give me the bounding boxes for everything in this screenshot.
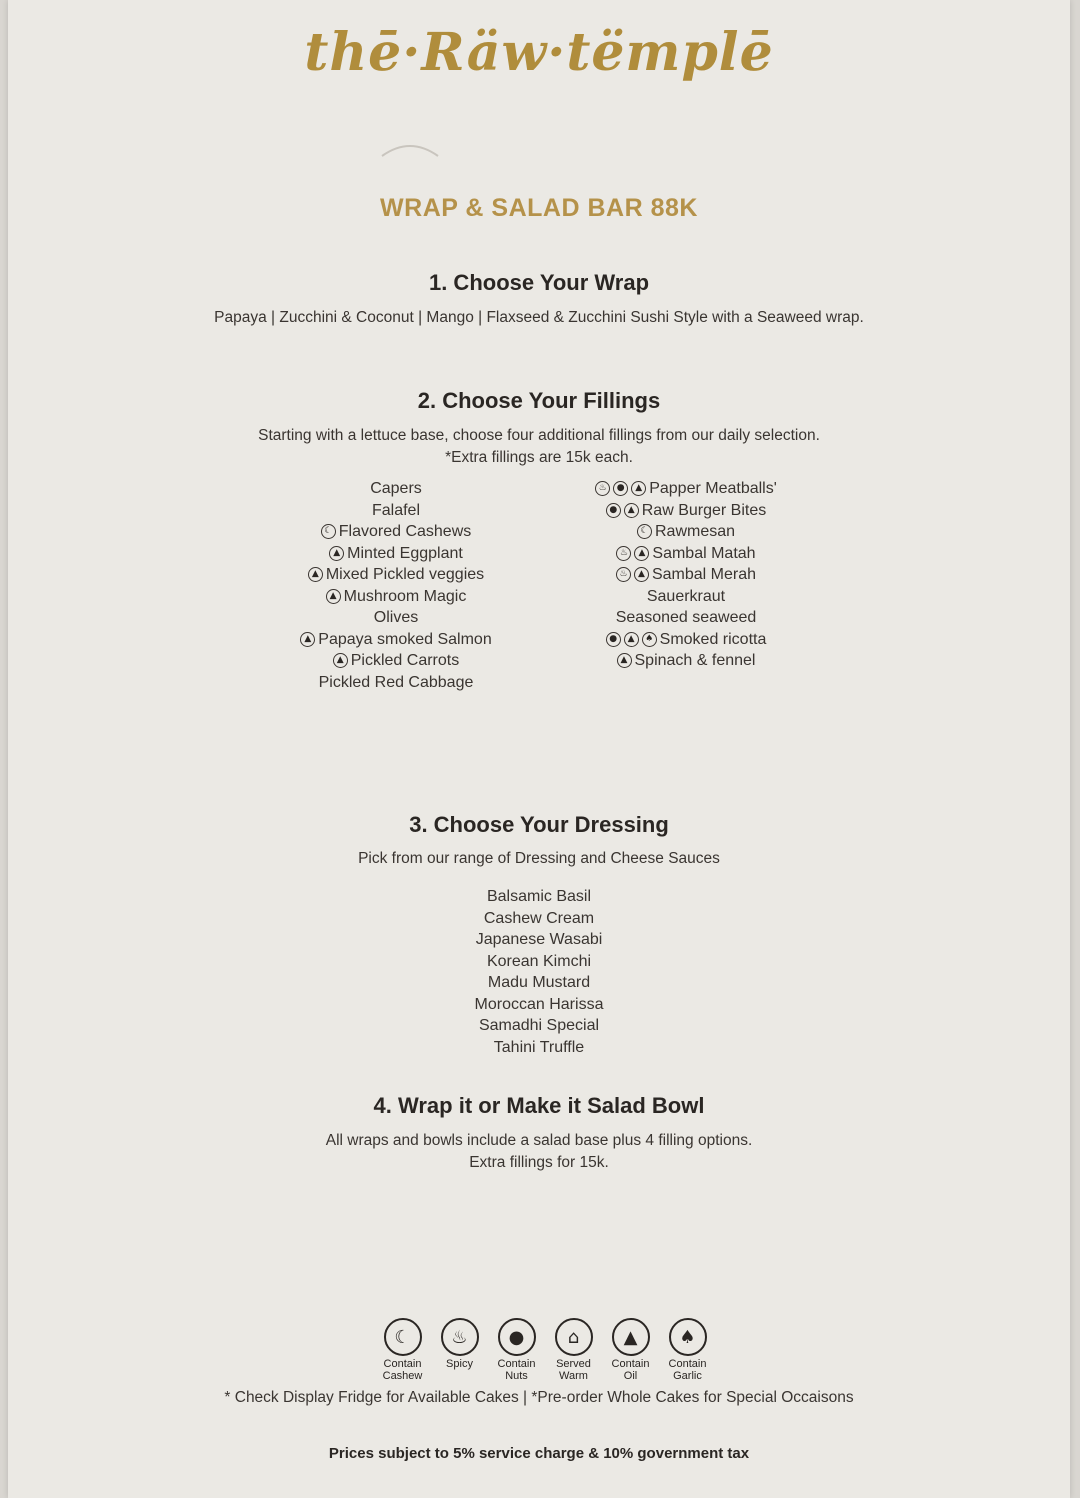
spicy-icon: ♨ [616,546,631,561]
filling-label: Sambal Merah [651,566,757,583]
filling-label: Sambal Matah [652,544,756,562]
cashew-icon: ☾ [384,1318,422,1356]
dressing-item: Cashew Cream [483,909,595,927]
extra-fillings-note: *Extra fillings are 15k each. [445,449,633,466]
legend-item [602,1318,659,1382]
spicy-icon: ♨ [441,1318,479,1356]
legend-item [659,1318,716,1382]
filling-label: Papaya smoked Salmon [318,630,492,648]
filling-item [246,564,546,586]
filling-label: Sauerkraut [646,587,726,605]
nuts-icon: ● [606,503,621,518]
oil-icon: ▲ [634,567,649,582]
nuts-icon: ● [613,481,628,496]
dressing-item: Korean Kimchi [486,952,592,970]
oil-icon: ▲ [631,481,646,496]
filling-label: Raw Burger Bites [641,501,767,519]
menu-page [8,0,1070,1498]
dressing-item: Moroccan Harissa [474,995,604,1013]
oil-icon: ▲ [326,589,341,604]
cashew-icon: ☾ [637,524,652,539]
allergen-legend [374,1318,716,1382]
legend-label: Spicy [446,1358,473,1370]
dressing-instructions: Pick from our range of Dressing and Cheese Sauces [358,850,720,867]
filling-item [536,586,836,608]
legend-item [488,1318,545,1382]
oil-icon: ▲ [624,503,639,518]
legend-label: Contain Oil [611,1358,650,1382]
filling-label: Papper Meatballs' [649,480,777,497]
spicy-icon: ♨ [595,481,610,496]
dressing-item: Madu Mustard [487,974,591,991]
prices-note: Prices subject to 5% service charge & 10% government tax [328,1445,750,1462]
filling-item [536,564,836,586]
garlic-icon: ♠ [642,632,657,647]
filling-label: Flavored Cashews [338,523,472,540]
extra-fillings-price: Extra fillings for 15k. [469,1154,609,1171]
dressing-item: Japanese Wasabi [475,931,603,948]
filling-item [246,586,546,608]
fillings-instructions: Starting with a lettuce base, choose four additional fillings from our daily selection. [258,427,820,444]
warm-icon: ⌂ [555,1318,593,1356]
oil-icon: ▲ [308,567,323,582]
filling-label: Seasoned seaweed [615,609,757,626]
filling-item [246,521,546,543]
wrap-bowl-info: All wraps and bowls include a salad base plus 4 filling options. [325,1132,753,1149]
filling-label: Falafel [371,501,421,519]
legend-item [545,1318,602,1382]
nuts-icon: ● [606,632,621,647]
step1-heading: 1. Choose Your Wrap [428,270,650,295]
legend-item [431,1318,488,1382]
wrap-options: Papaya | Zucchini & Coconut | Mango | Flaxseed & Zucchini Sushi Style with a Seaweed wrap. [214,309,864,326]
legend-label: Contain Nuts [497,1358,536,1382]
filling-label: Mixed Pickled veggies [325,566,485,583]
legend-label: Contain Cashew [382,1358,423,1382]
menu-section-title: WRAP & SALAD BAR 88K [380,194,698,222]
filling-label: Rawmesan [654,523,736,540]
filling-item [246,629,546,651]
oil-icon: ▲ [634,546,649,561]
filling-item [246,500,546,522]
filling-item [246,478,546,500]
fillings-left-column [246,478,546,693]
filling-label: Olives [373,609,419,626]
dressing-item: Samadhi Special [478,1017,600,1034]
filling-item [536,478,836,500]
filling-item [246,650,546,672]
filling-item [536,607,836,629]
filling-item [536,629,836,651]
nuts-icon: ● [498,1318,536,1356]
logo-swash-icon [380,140,440,160]
filling-label: Pickled Carrots [350,652,460,669]
step3-heading: 3. Choose Your Dressing [409,812,669,837]
fillings-right-column [536,478,836,672]
filling-item [536,500,836,522]
oil-icon: ▲ [612,1318,650,1356]
oil-icon: ▲ [333,653,348,668]
legend-label: Contain Garlic [668,1358,707,1382]
spicy-icon: ♨ [616,567,631,582]
filling-label: Smoked ricotta [659,630,767,648]
cashew-icon: ☾ [321,524,336,539]
filling-item [246,607,546,629]
filling-label: Minted Eggplant [347,544,463,562]
filling-item [246,672,546,694]
oil-icon: ▲ [617,653,632,668]
restaurant-logo: thē·Räw·tëmplē [304,22,774,83]
dressing-item: Balsamic Basil [486,888,592,905]
filling-item [246,543,546,565]
legend-item [374,1318,431,1382]
filling-label: Capers [370,480,422,497]
filling-item [536,521,836,543]
filling-item [536,543,836,565]
oil-icon: ▲ [329,546,344,561]
filling-label: Spinach & fennel [634,652,756,669]
cakes-note: * Check Display Fridge for Available Cakes | *Pre-order Whole Cakes for Special Occaisons [224,1389,854,1406]
step4-heading: 4. Wrap it or Make it Salad Bowl [373,1093,705,1118]
oil-icon: ▲ [300,632,315,647]
filling-item [536,650,836,672]
filling-label: Pickled Red Cabbage [318,673,474,691]
dressing-list [8,886,1070,1058]
oil-icon: ▲ [624,632,639,647]
step2-heading: 2. Choose Your Fillings [417,388,661,413]
filling-label: Mushroom Magic [343,587,467,605]
legend-label: Served Warm [556,1358,591,1382]
garlic-icon: ♠ [669,1318,707,1356]
dressing-item: Tahini Truffle [493,1038,585,1056]
